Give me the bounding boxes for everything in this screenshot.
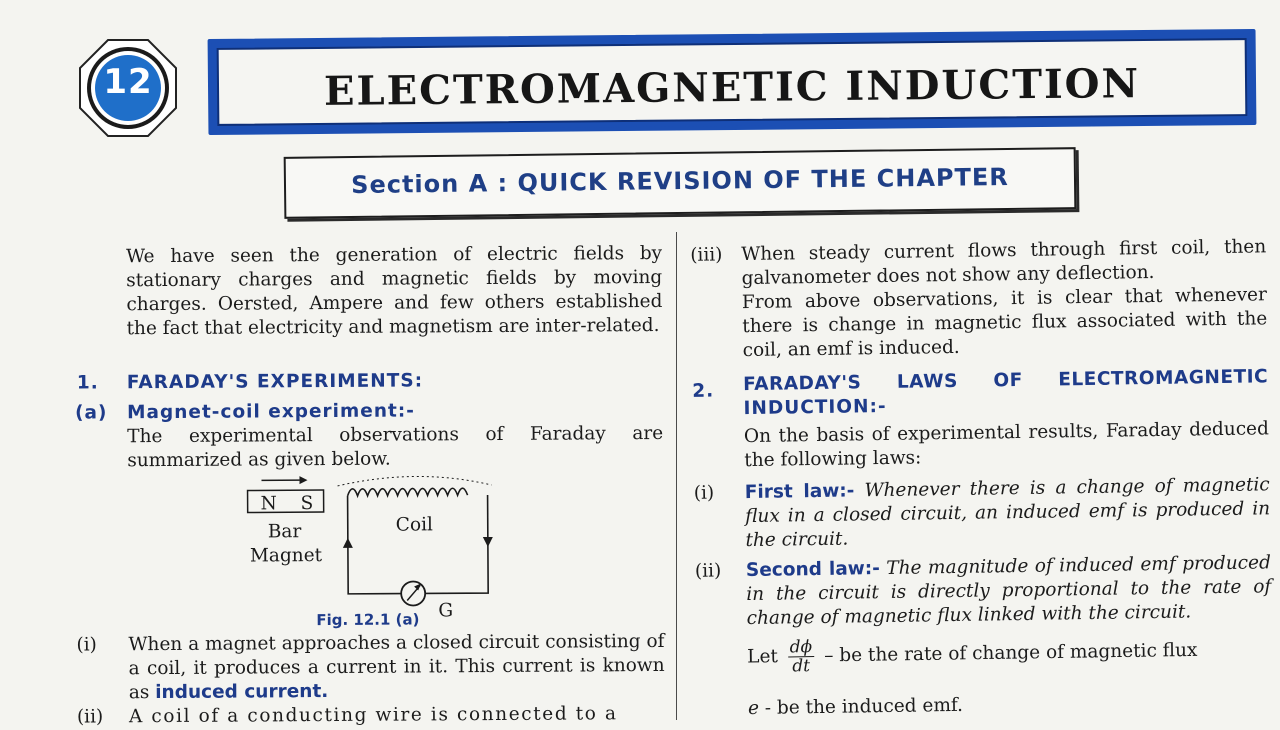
item-i-text bbox=[128, 630, 664, 705]
rate-description: – be the rate of change of magnetic flux bbox=[824, 640, 1198, 667]
heading-faradays-experiments: FARADAY'S EXPERIMENTS: bbox=[127, 369, 423, 395]
chapter-number-badge bbox=[78, 38, 178, 138]
magnet-s-label: S bbox=[301, 492, 314, 516]
chapter-number: 12 bbox=[78, 62, 178, 102]
item-i-plain: When a magnet approaches a closed circuit consisting of a coil, it produces a current in it. This current is known as bbox=[128, 631, 664, 703]
magnet-label: Magnet bbox=[250, 544, 322, 568]
dphi-dt-fraction bbox=[788, 638, 815, 675]
induced-current-term: induced current. bbox=[155, 681, 328, 703]
heading-1-number: 1. bbox=[77, 371, 99, 395]
fraction-denominator: dt bbox=[788, 657, 815, 675]
second-law-statement: The magnitude of induced emf produced in the circuit is directly proportional to the rate of change of magnetic flux linked with the circuit. bbox=[746, 552, 1271, 629]
second-law-label: Second law:- bbox=[746, 558, 880, 581]
induced-emf-line bbox=[748, 694, 963, 721]
heading-faradays-laws-line2: INDUCTION:- bbox=[743, 395, 886, 421]
current-arrow-left bbox=[343, 538, 353, 548]
observation-paragraph: From above observations, it is clear that whenever there is change in magnetic flux associated with the coil, an emf is induced. bbox=[742, 283, 1268, 363]
heading-2-number: 2. bbox=[692, 380, 714, 404]
galvanometer-label: G bbox=[438, 599, 453, 623]
subheading-magnet-coil: Magnet-coil experiment:- bbox=[127, 399, 415, 425]
first-law-label: First law:- bbox=[745, 480, 855, 503]
first-law-statement: Whenever there is a change of magnetic flux in a closed circuit, an induced emf is produced in the circuit. bbox=[745, 474, 1270, 551]
item-ii-text: A coil of a conducting wire is connected to a bbox=[129, 702, 669, 729]
let-word: Let bbox=[747, 646, 778, 667]
motion-arrowhead bbox=[299, 476, 307, 484]
magnet-n-label: N bbox=[261, 492, 277, 516]
current-arrow-right bbox=[483, 537, 493, 547]
law-2-number: (ii) bbox=[695, 559, 722, 583]
laws-intro-text: On the basis of experimental results, Faraday deduced the following laws: bbox=[744, 417, 1270, 473]
figure-caption: Fig. 12.1 (a) bbox=[316, 607, 419, 632]
chapter-title-frame bbox=[202, 23, 1263, 141]
section-title-box bbox=[284, 147, 1077, 219]
heading-faradays-laws-line1: FARADAY'S LAWS OF ELECTROMAGNETIC bbox=[743, 365, 1268, 397]
bar-label: Bar bbox=[268, 520, 302, 544]
item-iii-number: (iii) bbox=[690, 243, 723, 267]
item-iii-text: When steady current flows through first coil, then galvanometer does not show any deflection. bbox=[741, 235, 1267, 291]
magnet-coil-text: The experimental observations of Faraday are summarized as given below. bbox=[127, 422, 663, 473]
coil-label: Coil bbox=[396, 513, 433, 537]
coil-winding bbox=[348, 488, 468, 496]
right-column bbox=[680, 229, 1280, 238]
item-i-number: (i) bbox=[76, 633, 97, 657]
emf-symbol: e bbox=[748, 698, 759, 719]
law-1-number: (i) bbox=[694, 482, 715, 506]
intro-paragraph: We have seen the generation of electric fields by stationary charges and magnetic fields by moving charges. Oersted, Ampere and few others established the fact that electricity and magnetism are inter-related. bbox=[126, 242, 663, 341]
second-law-text bbox=[746, 551, 1272, 631]
first-law-text bbox=[745, 473, 1271, 553]
emf-description: - be the induced emf. bbox=[765, 695, 963, 719]
rate-of-change-line bbox=[747, 631, 1272, 676]
subheading-a-number: (a) bbox=[75, 401, 108, 425]
chapter-title: ELECTROMAGNETIC INDUCTION bbox=[202, 59, 1262, 116]
circuit-wire bbox=[348, 495, 489, 594]
section-title: Section A : QUICK REVISION OF THE CHAPTER bbox=[286, 162, 1074, 200]
column-divider bbox=[676, 232, 677, 720]
fraction-numerator: dϕ bbox=[788, 638, 815, 657]
left-column bbox=[0, 234, 676, 238]
item-ii-number: (ii) bbox=[77, 705, 103, 729]
coil-dotted-loop bbox=[337, 476, 491, 486]
